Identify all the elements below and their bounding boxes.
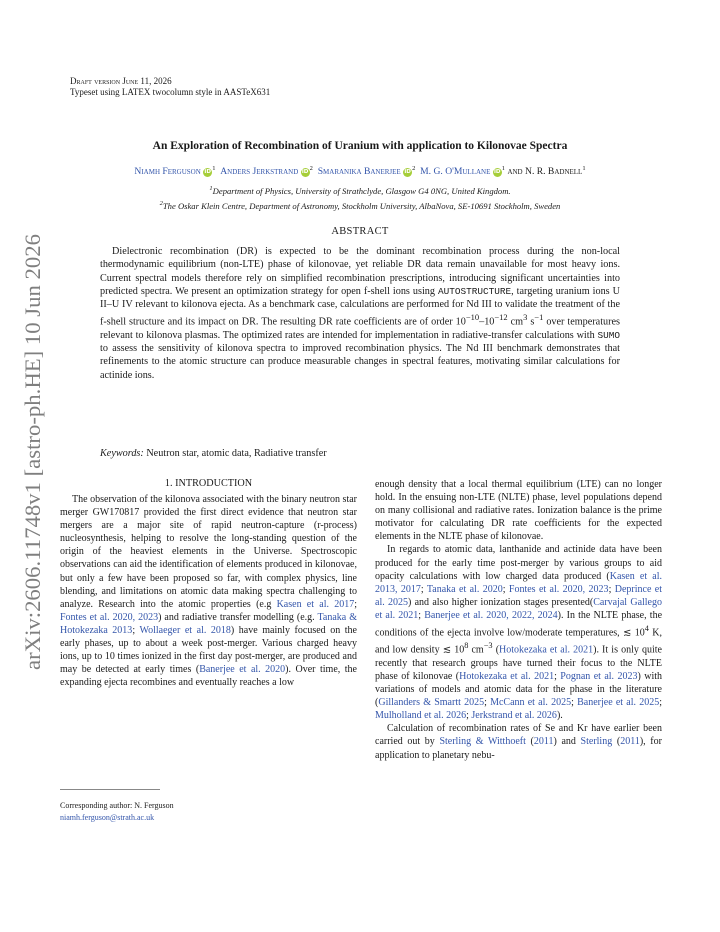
exponent: −3 — [483, 641, 493, 651]
affiliation-text: The Oskar Klein Centre, Department of Astronomy, Stockholm University, AlbaNova, SE-10691 Stockholm, Sweden — [162, 200, 561, 211]
author-name[interactable]: Smaranika Banerjee — [317, 166, 401, 178]
citation-year-link[interactable]: 2011 — [620, 736, 640, 748]
right-column — [375, 478, 662, 762]
author-affiliation: 1 — [501, 165, 506, 172]
separator: ; — [132, 624, 140, 636]
abstract-text: –10 — [479, 316, 495, 328]
code-sumo: SUMO — [597, 329, 620, 341]
keywords-label: Keywords: — [100, 448, 144, 459]
author-affiliation: 1 — [212, 165, 216, 172]
orcid-icon[interactable]: iD — [301, 169, 309, 176]
citation-link[interactable]: Wollaeger et al. 2018 — [139, 624, 231, 636]
paragraph-text: ) have mainly focused on the early phases, up to about a week post-merger. Various charged heavy ions, up to 10 times ionized in the first day post-merger, are produced and may be detected at early times ( — [60, 624, 357, 676]
arxiv-stamp-text: arXiv:2606.11748v1 [astro-ph.HE] 10 Jun 2026 — [20, 247, 45, 670]
paragraph-text: The observation of the kilonova associated with the binary neutron star merger GW170817 provided the first direct evidence that neutron star mergers are a major site of rapid neutron-capture (r-process) nucleosynthesis, helping to resolve the long-standing question of the origin of the heaviest elements in the Universe. Spectroscopic observations can aid the identification of elements produced in kilonovae, but only a few have been proposed so far, with complex physics, line blending, and limitations on atomic data making spectra challenging to analyze. Research into the atomic properties (e.g — [60, 494, 357, 610]
citation-link[interactable]: Tanaka & Hotokezaka 2013 — [60, 611, 357, 636]
abstract-text: to assess the sensitivity of kilonova spectra to improved recombination physics. The Nd III benchmark demonstrates that refinements to the atomic structure can produce measurable changes in spectral features, motivating similar calculations for actinide ions. — [100, 343, 620, 381]
author-name[interactable]: Niamh Ferguson — [134, 166, 201, 178]
author-affiliation: 2 — [412, 165, 416, 172]
citation-link[interactable]: Kasen et al. 2013, 2017 — [375, 570, 662, 595]
paragraph-text: ). — [556, 710, 563, 722]
paragraph-text: ). It is only quite recently that research groups have turned their focus to the NLTE phase of kilonovae ( — [375, 644, 662, 682]
paragraph-text: ) and radiative transfer modelling (e.g. — [158, 611, 318, 623]
footnote-rule — [60, 789, 160, 790]
citation-link[interactable]: Fontes et al. 2020, 2023 — [60, 611, 159, 623]
paragraph-text: cm — [468, 644, 484, 656]
affiliation-2 — [40, 200, 680, 211]
running-header — [70, 76, 270, 98]
exponent: 3 — [523, 312, 528, 323]
citation-link[interactable]: Sterling & Witthoeft — [439, 736, 526, 748]
keywords-text: Neutron star, atomic data, Radiative transfer — [146, 448, 327, 459]
paragraph-text: ) with variations of models and atomic data for the phase in the literature ( — [375, 670, 663, 709]
citation-link[interactable]: Hotokezaka et al. 2021 — [459, 670, 555, 682]
orcid-icon[interactable]: iD — [494, 169, 501, 176]
citation-link[interactable]: Gillanders & Smartt 2025 — [378, 697, 485, 709]
exponent: −10 — [465, 312, 480, 323]
paper-title: An Exploration of Recombination of Uranium with application to Kilonovae Spectra — [152, 140, 568, 152]
author-name: N. R. Badnell — [525, 166, 583, 178]
abstract-text: over temperatures relevant to kilonova plasmas. The optimized rates are intended for implementation in radiative-transfer calculations with — [100, 316, 620, 341]
paragraph-text: and — [561, 736, 581, 748]
paragraph-text: ( — [492, 644, 500, 656]
section-heading-introduction: 1. INTRODUCTION — [164, 478, 253, 489]
corresponding-author-label: Corresponding author: N. Ferguson — [60, 801, 174, 810]
paragraph-text: K, and low density ≲ 10 — [375, 627, 662, 656]
citation-link[interactable]: Jerkstrand et al. 2026 — [471, 710, 557, 722]
citation-link[interactable]: Tanaka et al. 2020 — [426, 583, 503, 595]
citation-link[interactable]: Banerjee et al. 2020, 2022, 2024 — [424, 609, 558, 621]
email-link[interactable]: niamh.ferguson@strath.ac.uk — [60, 812, 155, 822]
citation-link[interactable]: Carvajal Gallego et al. 2021 — [375, 596, 662, 621]
authors-and: and — [507, 166, 523, 178]
abstract-text: s — [527, 316, 535, 328]
author-list — [40, 165, 680, 177]
exponent: 8 — [464, 641, 469, 651]
orcid-icon[interactable]: iD — [404, 169, 411, 176]
paragraph-text: In regards to atomic data, lanthanide and actinide data have been produced for the early time post-merger by various groups to aid opacity calculations with low charged data produced ( — [375, 544, 662, 582]
affiliation-number: 1 — [209, 185, 213, 192]
citation-link[interactable]: Fontes et al. 2020, 2023 — [508, 583, 609, 595]
author-affiliation: 2 — [309, 165, 313, 172]
corresponding-author — [60, 800, 357, 823]
separator: ; — [354, 598, 357, 610]
paragraph: In regards to atomic data, lanthanide and actinide data have been produced for the early time post-merger by various groups to aid opacity calculations with low charged data produced (Kasen et al. 2013, 2017; Tanaka et al. 2020; Fontes et al. 2020, 2023; Deprince et al. 2025) and also higher ionization stages presented(Carvajal Gallego et al. 2021; Banerjee et al. 2020, 2022, 2024). In the NLTE phase, the conditions of the ejecta involve low/moderate temperatures, ≲ $10^4$ K, and low density ≲ $10^8$ $cm^{-3}$ (Hotokezaka et al. 2021). It is only quite recently that research groups have turned their focus to the NLTE phase of kilonovae (Hotokezaka et al. 2021; Pognan et al. 2023) with variations of models and atomic data for the phase in the literature (Gillanders & Smartt 2025; McCann et al. 2025; Banerjee et al. 2025; Mulholland et al. 2026; Jerkstrand et al. 2026). — [375, 544, 663, 722]
exponent: 4 — [644, 624, 649, 634]
citation-link[interactable]: Deprince et al. 2025 — [375, 583, 662, 608]
citation-year-link[interactable]: 2011 — [533, 736, 554, 748]
paragraph-text: Calculation of recombination rates of Se and Kr have earlier been carried out by — [375, 723, 662, 748]
exponent: −1 — [534, 312, 544, 323]
affiliation-text: Department of Physics, University of Strathclyde, Glasgow G4 0NG, United Kingdom. — [212, 185, 511, 196]
citation-link[interactable]: McCann et al. 2025 — [490, 697, 572, 709]
author-name[interactable]: M. G. O'Mullane — [420, 166, 491, 178]
citation-link[interactable]: Mulholland et al. 2026 — [375, 710, 467, 722]
citation-link[interactable]: Pognan et al. 2023 — [560, 670, 638, 682]
affiliation-number: 2 — [159, 200, 163, 207]
code-autostructure: AUTOSTRUCTURE — [437, 285, 512, 297]
author-affiliation: 1 — [582, 165, 586, 172]
paragraph-text: ). Over time, the expanding ejecta recombines and eventually reaches a low — [60, 664, 357, 689]
abstract-text: Dielectronic recombination (DR) is expected to be the dominant recombination process during the non-local thermodynamic equilibrium (non-LTE) phase of kilonovae, yet reliable DR data remain unavailable for most heavy ions. Current spectral models therefore rely on simplified recombination prescriptions, introducing significant uncertainties into predicted spectra. We present an optimization strategy for open f-shell ions using — [100, 246, 620, 297]
citation-link[interactable]: Kasen et al. 2017 — [276, 598, 355, 610]
abstract-body — [100, 245, 620, 382]
exponent: −12 — [494, 312, 508, 323]
paragraph: Calculation of recombination rates of Se and Kr have earlier been carried out by Sterling & Witthoeft (2011) and Sterling (2011), for application to planetary nebu- — [375, 723, 662, 761]
abstract-text: , targeting uranium ions U II–U IV relevant to kilonova ejecta. As a benchmark case, calculations are performed for Nd III to validate the treatment of the f-shell structure and its impact on DR. The resulting DR rate coefficients are of order 10 — [100, 285, 620, 328]
affiliation-1 — [40, 185, 680, 196]
paragraph: enough density that a local thermal equilibrium (LTE) can no longer hold. In the ensuing non-LTE (NLTE) phase, level populations depend on many collisional and radiative rates. Ionization balance is the prime motivator for calculating DR rate coefficients for the expected elements in the NLTE phase of kilonovae. — [375, 479, 662, 543]
orcid-icon[interactable]: iD — [204, 169, 211, 176]
paragraph-text: , for application to planetary nebu- — [375, 736, 662, 761]
draft-version: Draft version June 11, 2026 — [70, 76, 172, 86]
citation-link[interactable]: Banerjee et al. 2025 — [577, 697, 660, 709]
citation-link[interactable]: Hotokezaka et al. 2021 — [499, 644, 594, 656]
abstract-heading: ABSTRACT — [331, 226, 389, 237]
author-name[interactable]: Anders Jerkstrand — [220, 166, 299, 178]
citation-link[interactable]: Banerjee et al. 2020 — [199, 664, 286, 676]
paragraph — [60, 493, 357, 689]
typeset-line: Typeset using LATEX twocolumn style in AASTeX631 — [70, 87, 271, 97]
paragraph-text: ) and also higher ionization stages presented( — [408, 596, 594, 608]
left-column — [60, 493, 357, 689]
keywords — [100, 448, 620, 459]
paragraph-text: ). In the NLTE phase, the conditions of the ejecta involve low/moderate temperatures, ≲ 10 — [375, 609, 663, 639]
arxiv-stamp — [12, 232, 48, 672]
abstract-text: cm — [507, 316, 524, 328]
citation-link[interactable]: Sterling — [580, 736, 613, 748]
